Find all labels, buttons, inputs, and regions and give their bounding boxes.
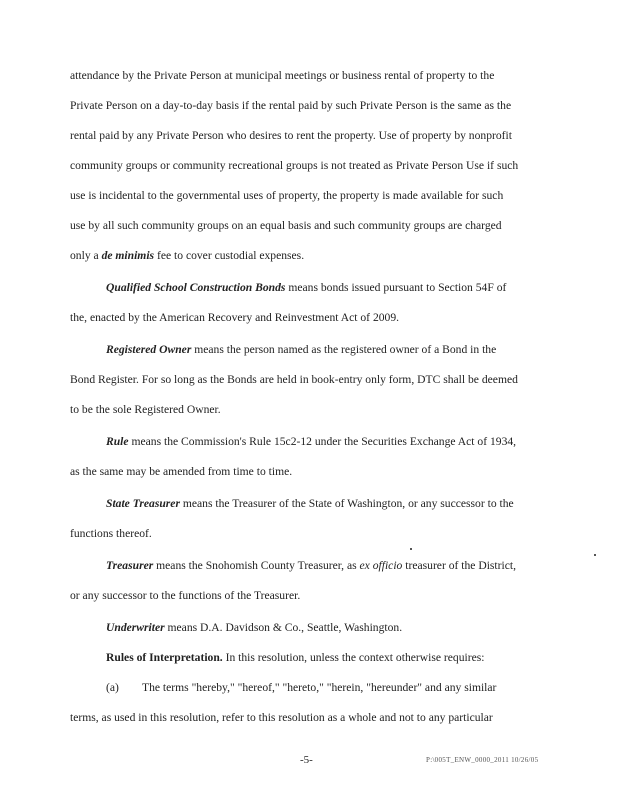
text-line bbox=[70, 248, 550, 264]
text-run: In this resolution, unless the context otherwise requires: bbox=[222, 651, 485, 664]
text-line: use is incidental to the governmental uses of property, the property is made available for such bbox=[70, 189, 504, 202]
rules-of-interpretation bbox=[106, 650, 550, 666]
page-number: -5- bbox=[300, 754, 313, 766]
document-id: P:\005T_ENW_0000_2011 10/26/05 bbox=[426, 756, 539, 764]
text-line: Private Person on a day-to-day basis if the rental paid by such Private Person is the same as the bbox=[70, 99, 512, 112]
list-label: (a) bbox=[106, 681, 119, 694]
section-heading: Rules of Interpretation. bbox=[106, 651, 223, 664]
definition-underwriter bbox=[106, 620, 550, 636]
text-line: as the same may be amended from time to time. bbox=[70, 465, 293, 478]
text-line: functions thereof. bbox=[70, 527, 152, 540]
text-run: The terms "hereby," "hereof," "hereto," "herein, "hereunder" and any similar bbox=[142, 681, 497, 694]
defined-term: Rule bbox=[106, 435, 129, 448]
text-run: means the Snohomish County Treasurer, as bbox=[153, 559, 360, 572]
latin-term: ex officio bbox=[359, 559, 403, 572]
list-item-a bbox=[106, 680, 550, 696]
definition-qscb bbox=[106, 280, 550, 296]
text-run: treasurer of the District, bbox=[402, 559, 516, 572]
text-line: to be the sole Registered Owner. bbox=[70, 403, 221, 416]
scan-mark bbox=[410, 548, 412, 550]
defined-term: Registered Owner bbox=[106, 343, 192, 356]
text-line: attendance by the Private Person at municipal meetings or business rental of property to the bbox=[70, 69, 495, 82]
text-line: the, enacted by the American Recovery and Reinvestment Act of 2009. bbox=[70, 311, 400, 324]
definition-rule bbox=[106, 434, 550, 450]
text-run: means the Commission's Rule 15c2-12 under the Securities Exchange Act of 1934, bbox=[128, 435, 517, 448]
text-line: Bond Register. For so long as the Bonds are held in book-entry only form, DTC shall be deemed bbox=[70, 373, 518, 386]
text-run: only a bbox=[70, 249, 102, 262]
text-line: use by all such community groups on an equal basis and such community groups are charged bbox=[70, 219, 502, 232]
definition-state-treasurer bbox=[106, 496, 550, 512]
text-line: terms, as used in this resolution, refer to this resolution as a whole and not to any particular bbox=[70, 711, 493, 724]
text-run: means D.A. Davidson & Co., Seattle, Washington. bbox=[164, 621, 403, 634]
defined-term: Treasurer bbox=[106, 559, 154, 572]
text-run: means the person named as the registered owner of a Bond in the bbox=[191, 343, 497, 356]
defined-term: Qualified School Construction Bonds bbox=[106, 281, 286, 294]
scan-mark bbox=[594, 554, 596, 556]
defined-term: Underwriter bbox=[106, 621, 165, 634]
defined-term: de minimis bbox=[101, 249, 155, 262]
text-line: or any successor to the functions of the Treasurer. bbox=[70, 589, 301, 602]
definition-registered-owner bbox=[106, 342, 550, 358]
text-run: means bonds issued pursuant to Section 54F of bbox=[285, 281, 507, 294]
text-run: means the Treasurer of the State of Washington, or any successor to the bbox=[179, 497, 514, 510]
definition-treasurer bbox=[106, 558, 550, 574]
text-line: rental paid by any Private Person who desires to rent the property. Use of property by nonprofit bbox=[70, 129, 512, 142]
text-run: fee to cover custodial expenses. bbox=[154, 249, 305, 262]
text-line: community groups or community recreational groups is not treated as Private Person Use if such bbox=[70, 159, 519, 172]
defined-term: State Treasurer bbox=[106, 497, 180, 510]
